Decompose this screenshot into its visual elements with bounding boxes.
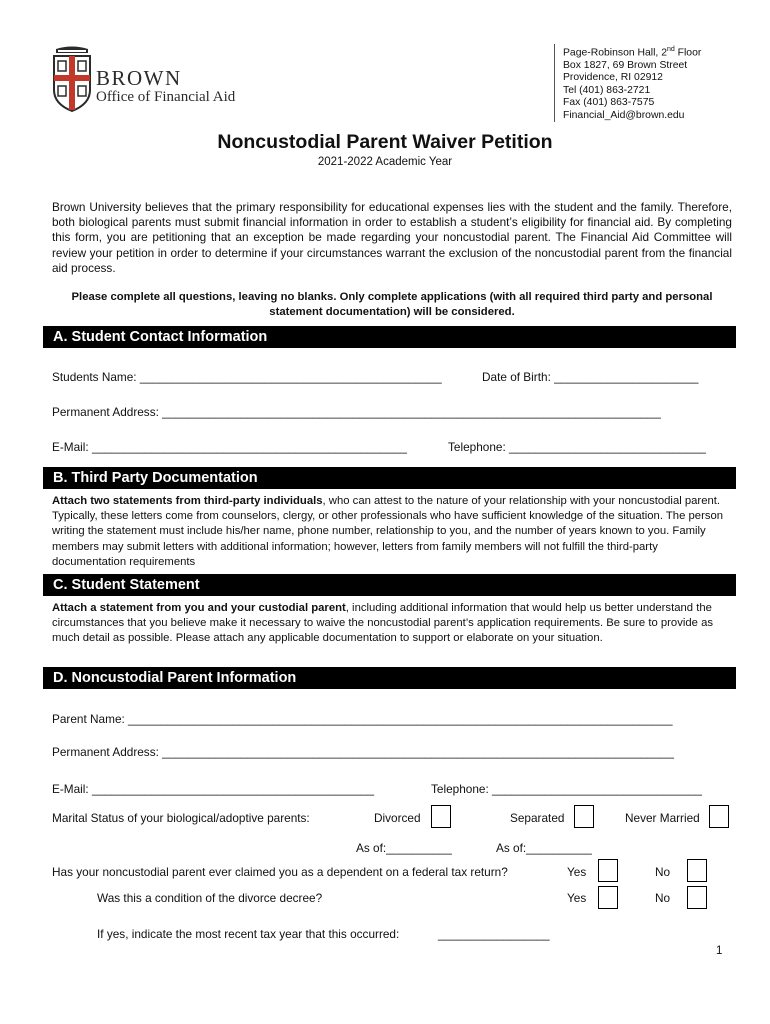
marital-status-label: Marital Status of your biological/adoptive parents:	[52, 811, 310, 825]
parent-address-field[interactable]: Permanent Address: ______________________________________________________________________________	[52, 745, 674, 759]
decree-no-label: No	[655, 891, 671, 905]
section-d-heading: D. Noncustodial Parent Information	[43, 667, 736, 689]
section-b-text: Attach two statements from third-party individuals, who can attest to the nature of your relationship with your noncustodial parent. Typically, these letters come from counselors, clergy, or other professionals who have sufficient knowledge of the situation. The person writing the statement must include his/her name, phone number, relationship to you, and the number of years known to you. Family members may submit letters with additional information; however, letters from family members will not fulfill the third-party documentation requirements	[52, 495, 724, 568]
date-of-birth-field[interactable]: Date of Birth: ______________________	[482, 370, 699, 384]
intro-paragraph: Brown University believes that the primary responsibility for educational expenses lies with the student and the family. Therefore, both biological parents must submit financial information in order to establish a student’s eligibility for financial aid. By completing this form, you are petitioning that an exception be made regarding your noncustodial parent. The Financial Aid Committee will review your petition in order to determine if your circumstances warrant the exclusion of the noncustodial parent from the financial aid process.	[52, 200, 732, 275]
brand-word: BROWN	[96, 66, 182, 90]
parent-telephone-field[interactable]: Telephone: ________________________________	[431, 782, 702, 796]
dependent-no-label: No	[655, 865, 671, 879]
dependent-yes-checkbox[interactable]	[598, 859, 618, 882]
section-c-text: Attach a statement from you and your custodial parent, including additional information that would help us better understand the circumstances that you believe make it necessary to waive the noncustodial parent’s application requirements. Be sure to provide as much detail as possible. Please attach any applicable documentation to support or elaborate on your situation.	[52, 602, 714, 645]
tax-year-question: If yes, indicate the most recent tax year that this occurred:	[97, 927, 400, 941]
decree-question: Was this a condition of the divorce decree?	[97, 891, 323, 905]
divorced-checkbox[interactable]	[431, 805, 451, 828]
section-b-heading: B. Third Party Documentation	[43, 467, 736, 489]
office-address-block	[554, 44, 701, 122]
dependent-no-checkbox[interactable]	[687, 859, 707, 882]
address-line-2: Box 1827, 69 Brown Street	[563, 59, 688, 71]
academic-year: 2021-2022 Academic Year	[317, 156, 453, 168]
address-fax: Fax (401) 863-7575	[563, 97, 655, 109]
office-name: Office of Financial Aid	[96, 89, 236, 105]
instructions: Please complete all questions, leaving no blanks. Only complete applications (with all required third party and personal statement documentation) will be considered.	[71, 291, 713, 318]
dependent-question: Has your noncustodial parent ever claimed you as a dependent on a federal tax return?	[52, 865, 508, 879]
separated-as-of-field[interactable]: As of:__________	[496, 841, 592, 855]
student-telephone-field[interactable]: Telephone: ______________________________	[448, 440, 706, 454]
student-email-field[interactable]: E-Mail: ________________________________________________	[52, 440, 407, 454]
section-a-heading: A. Student Contact Information	[43, 326, 736, 348]
separated-checkbox[interactable]	[574, 805, 594, 828]
divorced-label: Divorced	[374, 811, 421, 825]
separated-label: Separated	[510, 811, 565, 825]
decree-yes-label: Yes	[567, 891, 587, 905]
dependent-yes-label: Yes	[567, 865, 587, 879]
parent-email-field[interactable]: E-Mail: ___________________________________________	[52, 782, 375, 796]
address-tel: Tel (401) 863-2721	[563, 84, 651, 96]
page-title: Noncustodial Parent Waiver Petition	[217, 131, 553, 153]
decree-no-checkbox[interactable]	[687, 886, 707, 909]
student-name-field[interactable]: Students Name: ______________________________________________	[52, 370, 442, 384]
address-line-1: Page-Robinson Hall, 2nd Floor	[563, 46, 702, 59]
brown-shield-logo	[52, 46, 92, 117]
decree-yes-checkbox[interactable]	[598, 886, 618, 909]
address-email[interactable]: Financial_Aid@brown.edu	[563, 109, 685, 121]
student-address-field[interactable]: Permanent Address: ____________________________________________________________________________	[52, 405, 661, 419]
divorced-as-of-field[interactable]: As of:__________	[356, 841, 452, 855]
address-line-3: Providence, RI 02912	[563, 72, 663, 84]
never-married-label: Never Married	[625, 811, 700, 825]
never-married-checkbox[interactable]	[709, 805, 729, 828]
tax-year-field[interactable]: _________________	[438, 927, 550, 941]
section-c-heading: C. Student Statement	[43, 574, 736, 596]
parent-name-field[interactable]: Parent Name: ___________________________________________________________________________________	[52, 712, 673, 726]
page-number: 1	[716, 945, 723, 957]
